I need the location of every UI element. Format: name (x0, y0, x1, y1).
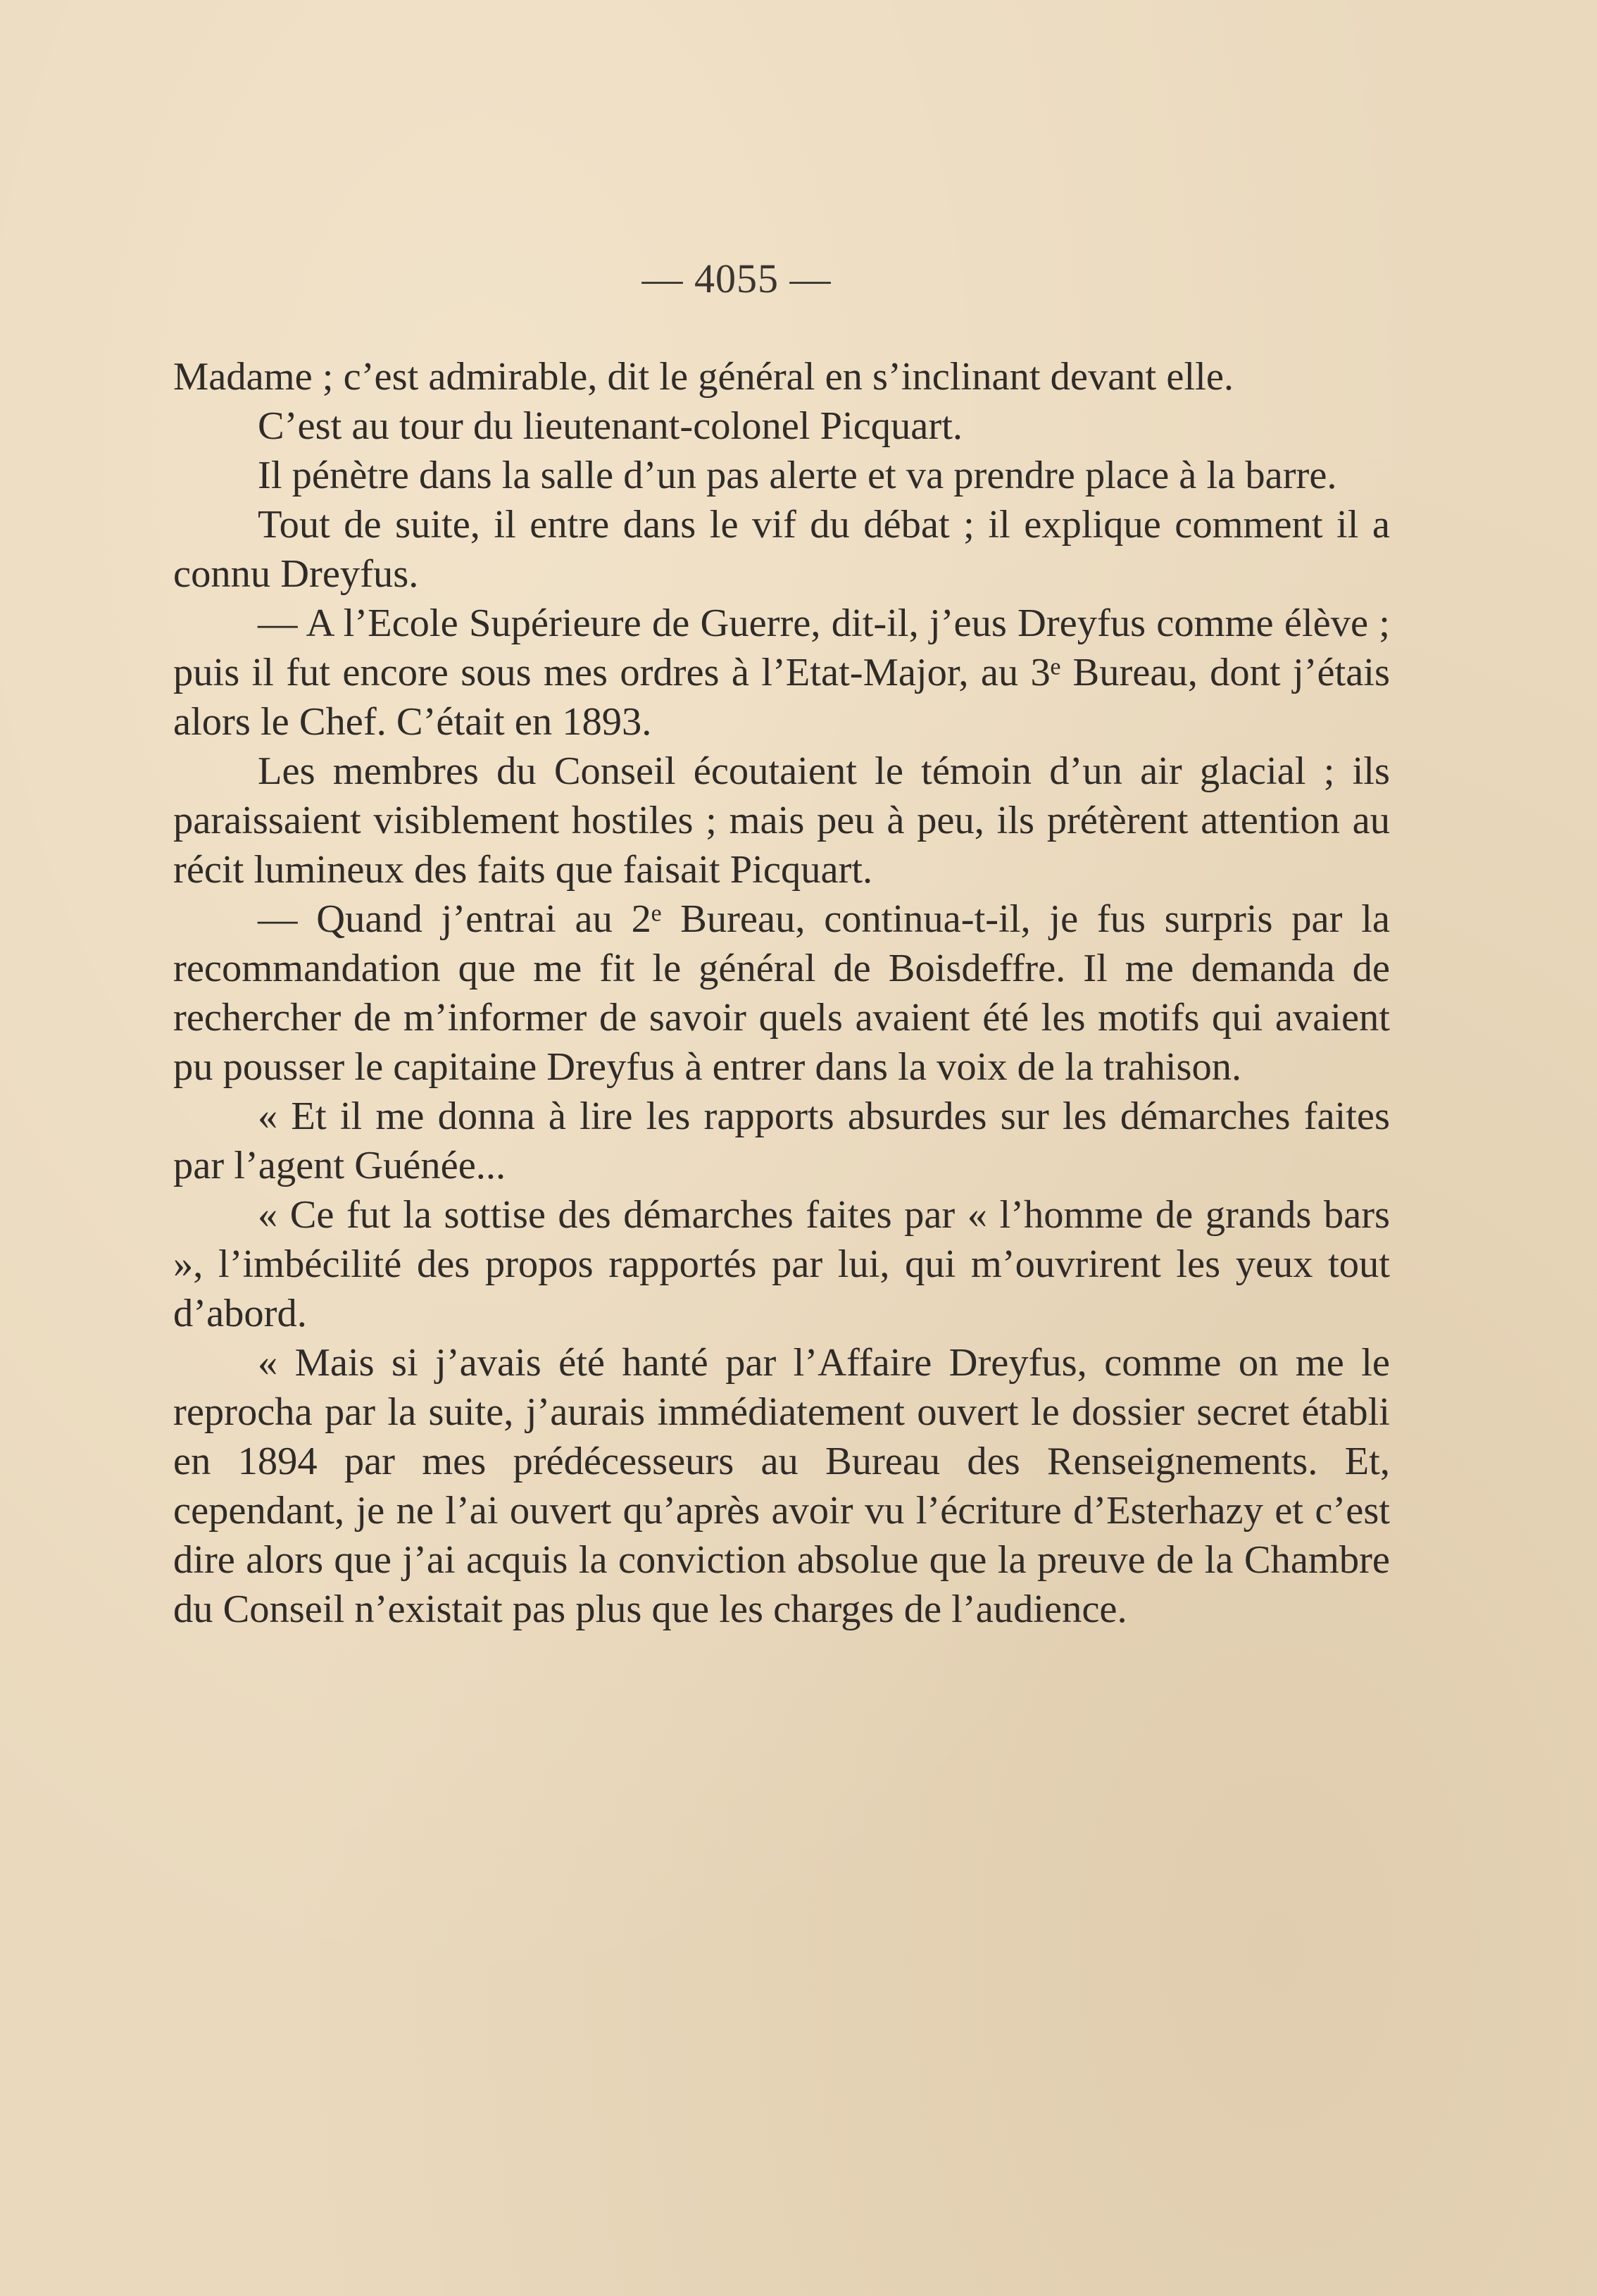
body-text (173, 352, 1390, 1634)
paragraph: Les membres du Conseil écoutaient le témoin d’un air glacial ; ils paraissaient visiblement hostiles ; mais peu à peu, ils prétèrent attention au récit lumineux des faits que faisait Picquart. (173, 749, 1390, 892)
paragraph: — Quand j’entrai au 2ᵉ Bureau, continua-t-il, je fus surpris par la recommandation que me fit le général de Boisdeffre. Il me demanda de rechercher de m’informer de savoir quels avaient été les motifs qui avaient pu pousser le capitaine Dreyfus à entrer dans la voix de la trahison. (173, 897, 1390, 1089)
paragraph: Madame ; c’est admirable, dit le général en s’inclinant devant elle. (173, 355, 1234, 399)
paragraph: Il pénètre dans la salle d’un pas alerte et va prendre place à la barre. (258, 454, 1337, 497)
paragraph: C’est au tour du lieutenant-colonel Picquart. (258, 404, 963, 448)
paragraph: « Ce fut la sottise des démarches faites par « l’homme de grands bars », l’imbécilité des propos rapportés par lui, qui m’ouvrirent les yeux tout d’abord. (173, 1193, 1390, 1335)
paragraph: Tout de suite, il entre dans le vif du débat ; il explique comment il a connu Dreyfus. (173, 503, 1390, 596)
paragraph: « Et il me donna à lire les rapports absurdes sur les démarches faites par l’agent Guénée... (173, 1094, 1390, 1187)
paragraph: « Mais si j’avais été hanté par l’Affaire Dreyfus, comme on me le reprocha par la suite, j’aurais immédiatement ouvert le dossier secret établi en 1894 par mes prédécesseurs au Bureau des Renseignements. Et, cependant, je ne l’ai ouvert qu’après avoir vu l’écriture d’Esterhazy et c’est dire alors que j’ai acquis la conviction absolue que la preuve de la Chambre du Conseil n’existait pas plus que les charges de l’audience. (173, 1341, 1390, 1631)
paragraph: — A l’Ecole Supérieure de Guerre, dit-il, j’eus Dreyfus comme élève ; puis il fut encore sous mes ordres à l’Etat-Major, au 3ᵉ Bureau, dont j’étais alors le Chef. C’était en 1893. (173, 601, 1390, 744)
page-number: — 4055 — (641, 256, 832, 301)
